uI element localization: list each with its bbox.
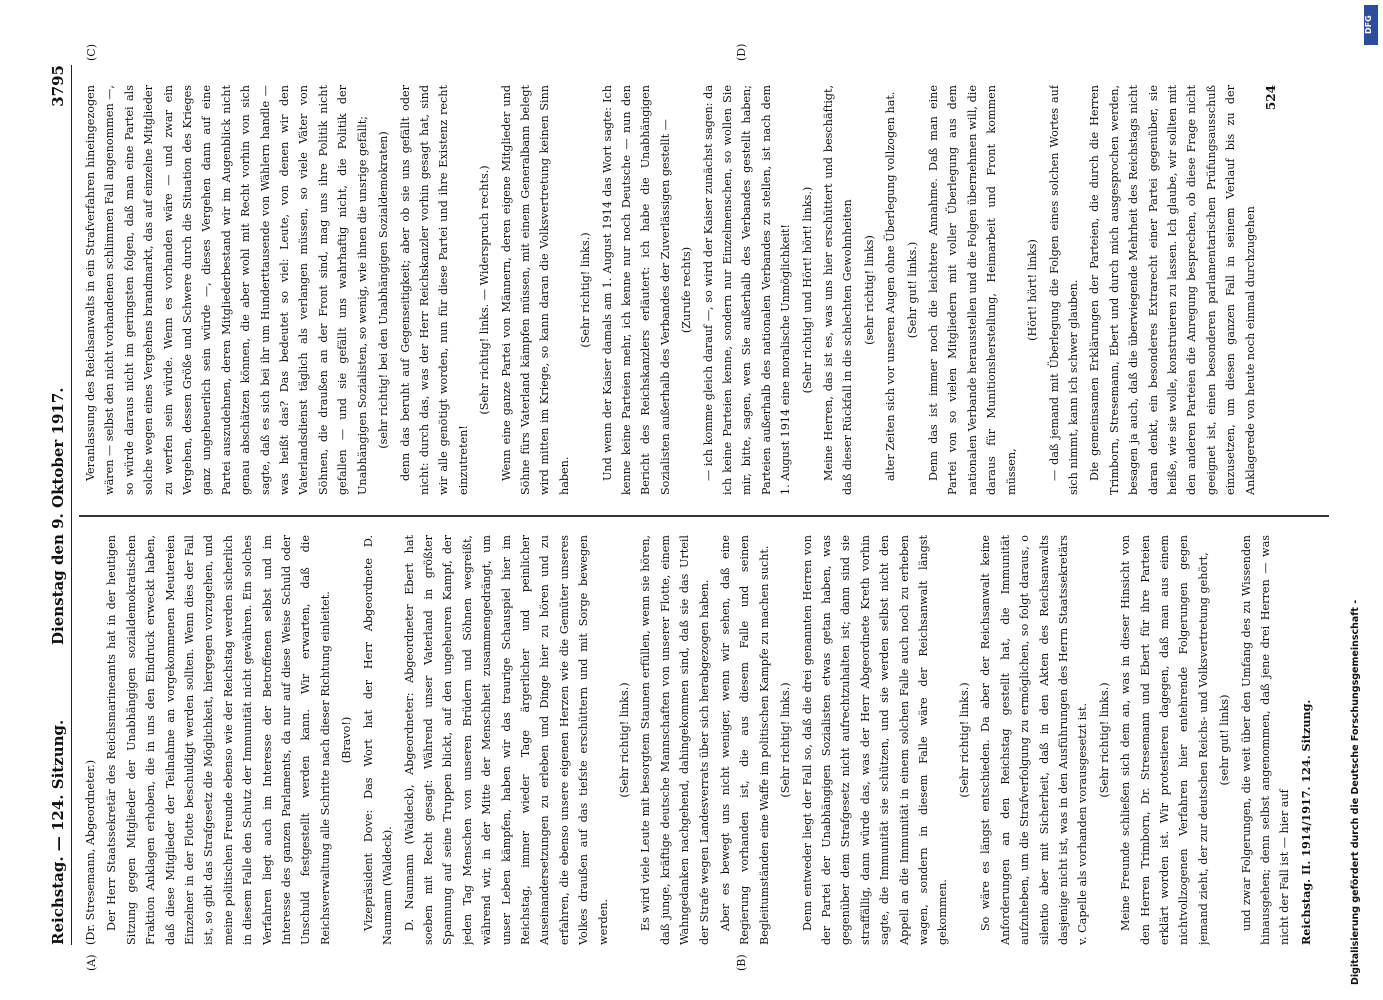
paragraph: und zwar Folgerungen, die weit über den Umfang des zu Wissenden hinausgehen; denn selbst angenommen, daß jene drei Herren — was nicht der Fall ist — hier auf (1239, 535, 1292, 945)
margin-marker-a: (A) (85, 954, 98, 971)
column-divider (79, 516, 1329, 518)
paragraph: denn das beruht auf Gegenseitigkeit; aber ob sie uns gefällt oder nicht: durch das, was der Herr Reichskanzler vorhin gesagt hat, sind wir alle genötigt worden, nun für diese Partei und ihre Existenz recht einzutreten! (398, 85, 470, 495)
interjection: (Hört! hört! links) (1026, 239, 1040, 341)
speaker-line: (Dr. Stresemann, Abgeordneter.) (84, 759, 97, 945)
paragraph: Und wenn der Kaiser damals am 1. August 1914 das Wort sagte: Ich kenne keine Parteien mehr, ich kenne nur noch Deutsche — nun den Bericht des Reichskanzlers erläutert: ich habe die Unabhängigen Sozialisten außerhalb des Verbandes der Zuverlässigen gestellt — (600, 85, 672, 495)
column-footer: Reichstag. II. 1914/1917. 124. Sitzung. (1298, 699, 1313, 945)
paragraph: Die gemeinsamen Erklärungen der Parteien, die durch die Herren Trimborn, Stresemann, Ebert und durch mich ausgesprochen werden, besagen ja auch, daß die überwiegende Mehrheit des Reichstags nicht daran denkt, ein besonderes Extrarecht einer Partei gegenüber, sie heiße, wie sie wolle, konstruieren zu lassen. Ich glaube, wir sollten mit den anderen Parteien die Anregung besprechen, ob diese Frage nicht geeignet ist, einen besonderen parlamentarischen Prüfungsausschuß einzusetzen, um diesen ganzen Fall in seinem Verlauf bis zu der Anklagerede von heute noch einmal durchzugehen (1088, 85, 1257, 495)
interjection: (Sehr richtig! links.) (957, 682, 971, 798)
header-date: Dienstag den 9. Oktober 1917. (49, 387, 67, 645)
interjection: (sehr gut! links) (1218, 694, 1232, 786)
paragraph: Veranlassung des Reichsanwalts in ein Strafverfahren hineingezogen wären — selbst den nicht vorhandenen schlimmen Fall angenommen —, so würde daraus nicht im geringsten folgen, daß man eine Partei als solche wegen eines Vergehens brandmarkt, das auf einzelne Mitglieder zu werfen sein würde. Wenn es vorhanden wäre — und zwar ein Vergehen, dessen Größe und Schwere durch die Situation des Krieges ganz ungeheuerlich sein würde —, dieses Vergehen dann auf eine Partei auszudehnen, deren Mitgliederbestand wir im Augenblick nicht genau abschätzen können, die aber wohl mit Recht vorhin von sich sagte, daß es sich bei ihr um Hunderttausende von Wählern handle — was heißt das? Das bedeutet so viel: Leute, von denen wir den Vaterlandsdienst täglich als verlangen müssen, so viele Väter von Söhnen, die draußen an der Front sind, mag uns ihre Politik nicht gefallen — und sie gefällt uns wahrhaftig nicht, die Politik der Unabhängigen Sozialisten, so wenig, wie ihnen die unsrige gefällt; (84, 85, 369, 495)
paragraph: Denn entweder liegt der Fall so, daß die drei genannten Herren von der Partei der Unabhängigen Sozialisten etwas getan haben, was gegenüber dem Strafgesetz nicht aufrechtzuhalten ist; dann sind sie straffällig, dann würde das, was der Herr Abgeordnete Kreth vorhin sagte, die Immunität sie schützen, und sie werden selbst nicht den Appell an die Immunität in einem solchen Falle auch noch zu erheben wagen, sondern in diesem Falle wäre der Reichsanwalt längst gekommen. (800, 535, 950, 945)
signature-number: 524 (1263, 85, 1278, 111)
dfg-logo: DFG (1364, 5, 1378, 45)
column-left-body (102, 535, 1294, 945)
interjection: (Sehr richtig! links.) (1097, 682, 1111, 798)
interjection: (Zurufe rechts) (680, 246, 694, 334)
page-header (45, 65, 72, 945)
interjection: (Sehr richtig! links.) (617, 682, 631, 798)
digitization-note-text: Digitalisierung gefördert durch die Deutsche Forschungsgemeinschaft - (1350, 599, 1361, 985)
interjection: (Sehr richtig! links.) (579, 232, 593, 348)
paragraph: — daß jemand mit Überlegung die Folgen eines solchen Wortes auf sich nimmt, kann ich schwer glauben. (1047, 85, 1080, 495)
paragraph: Es wird viele Leute mit besorgtem Staunen erfüllen, wenn sie hören, daß junge, kräftige deutsche Mannschaften von unserer Flotte, einem Wahngedanken nachgehend, dahingekommen sind, daß sie das Urteil der Strafe wegen Landesverrats über sich herabgezogen haben. (639, 535, 711, 945)
digitization-note (1350, 10, 1370, 985)
paragraph: D. Naumann (Waldeck), Abgeordneter: Abgeordneter Ebert hat soeben mit Recht gesagt: Während unser Vaterland in größter Spannung auf seine Truppen blickt, auf den ungeheuren Kampf, der jeden Tag Menschen von unseren Brüdern und Söhnen wegreißt, während wir, in der Mitte der Menschheit zusammengedrängt, um unser Leben kämpfen, haben wir das traurige Schauspiel hier im Reichstag, immer wieder Tage ärgerlicher und peinlicher Auseinandersetzungen zu erleben und Dinge hier zu hören und zu erfahren, die ebenso unsere eigenen Herzen wie die Gemüter unseres Volkes draußen auf das tiefste erschüttern und mit Sorge bewegen werden. (402, 535, 610, 945)
interjection: (sehr richtig! links) (862, 235, 876, 345)
margin-marker-d: (D) (735, 43, 748, 61)
interjection: (sehr richtig! bei den Unabhängigen Sozialdemokraten) (377, 131, 391, 449)
column-right-body (81, 85, 1260, 495)
interjection: (Sehr richtig! links. — Widerspruch rechts.) (478, 165, 492, 415)
paragraph: Vizepräsident Dove: Das Wort hat der Herr Abgeordnete D. Naumann (Waldeck). (361, 535, 395, 945)
paragraph: Meine Herren, das ist es, was uns hier erschüttert und beschäftigt, daß dieser Rückfall in die schlechten Gewohnheiten (822, 85, 855, 495)
paragraph: alter Zeiten sich vor unseren Augen ohne Überlegung vollzogen hat. (884, 91, 898, 481)
paragraph: Aber es bewegt uns nicht weniger, wenn wir sehen, daß eine Regierung vorhanden ist, die aus diesem Falle und seinen Begleitumständen eine Waffe im politischen Kampfe zu machen sucht. (719, 535, 771, 945)
rotated-content (45, 43, 1335, 971)
margin-marker-c: (C) (85, 44, 98, 61)
interjection: (Sehr gut! links.) (905, 241, 919, 339)
interjection: (Bravo!) (340, 716, 354, 764)
interjection: (Sehr richtig! und Hört! hört! links.) (800, 186, 814, 394)
column-left (81, 535, 1331, 945)
paragraph: Der Herr Staatssekretär des Reichsmarineamts hat in der heutigen Sitzung gegen Mitglieder der Unabhängigen sozialdemokratischen Fraktion Anklagen erhoben, die in uns den Eindruck erweckt haben, daß diese Mitglieder der Teilnahme an vorgekommenen Meutereien Einzelner in der Flotte beschuldigt werden sollten. Wenn dies der Fall ist, so gibt das Strafgesetz die Möglichkeit, hiergegen vorzugehen, und meine politischen Freunde ebenso wie der Reichstag werden sicherlich in diesem Falle den Schutz der Immunität nicht gewähren. Ein solches Verfahren liegt auch im Interesse der Betroffenen selbst und im Interesse des ganzen Parlaments, da nur auf diese Weise Schuld oder Unschuld festgestellt werden kann. Wir erwarten, daß die Reichsverwaltung alle Schritte nach dieser Richtung einleitet. (105, 535, 332, 945)
paragraph: So wäre es längst entschieden. Da aber der Reichsanwalt keine Anforderungen an den Reichstag gestellt hat, die Immunität aufzuheben, um die Strafverfolgung zu ermöglichen, so folgt daraus, o silentio aber mit Sicherheit, daß in den Akten des Reichsanwalts dasjenige nicht ist, was in den Ausführungen des Herrn Staatssekretärs v. Capelle als vorhanden vorausgesetzt ist. (979, 535, 1090, 945)
paragraph: — ich komme gleich darauf —, so wird der Kaiser zunächst sagen: da ich keine Parteien kenne, sondern nur Einzelmenschen, so wollen Sie mir, bitte, sagen, wen Sie außerhalb des Verbandes gestellt haben; Parteien außerhalb des nationalen Verbandes zu stellen, ist nach dem 1. August 1914 eine moralische Unmöglichkeit! (701, 85, 793, 495)
page-number: 3795 (49, 65, 67, 107)
interjection: (Sehr richtig! links.) (779, 682, 793, 798)
header-left: Reichstag. — 124. Sitzung. (49, 719, 67, 945)
paragraph: Denn das ist immer noch die leichtere Annahme. Daß man eine Partei von so vielen Mitgliedern mit voller Überlegung aus dem nationalen Verbande herausstellen und die Folgen übernehmen will, die daraus für Munitionsherstellung, Heimarbeit und Front kommen müssen, (927, 85, 1018, 495)
paragraph: Meine Freunde schließen sich dem an, was in dieser Hinsicht von den Herren Trimborn, Dr. Stresemann und Ebert für ihre Parteien erklärt worden ist. Wir protestieren dagegen, daß man aus einem nichtvollzogenen Verfahren hier entehrende Folgerungen gegen jemand zieht, der zur deutschen Reichs- und Volksvertretung gehört, (1119, 535, 1210, 945)
margin-marker-b: (B) (735, 954, 748, 971)
column-right (81, 85, 1331, 495)
paragraph: Wenn eine ganze Partei von Männern, deren eigene Mitglieder und Söhne fürs Vaterland kämpfen müssen, mit einem Generalbann belegt wird mitten im Kriege, so kann daran die Volksvertretung keinen Sinn haben. (499, 85, 571, 495)
